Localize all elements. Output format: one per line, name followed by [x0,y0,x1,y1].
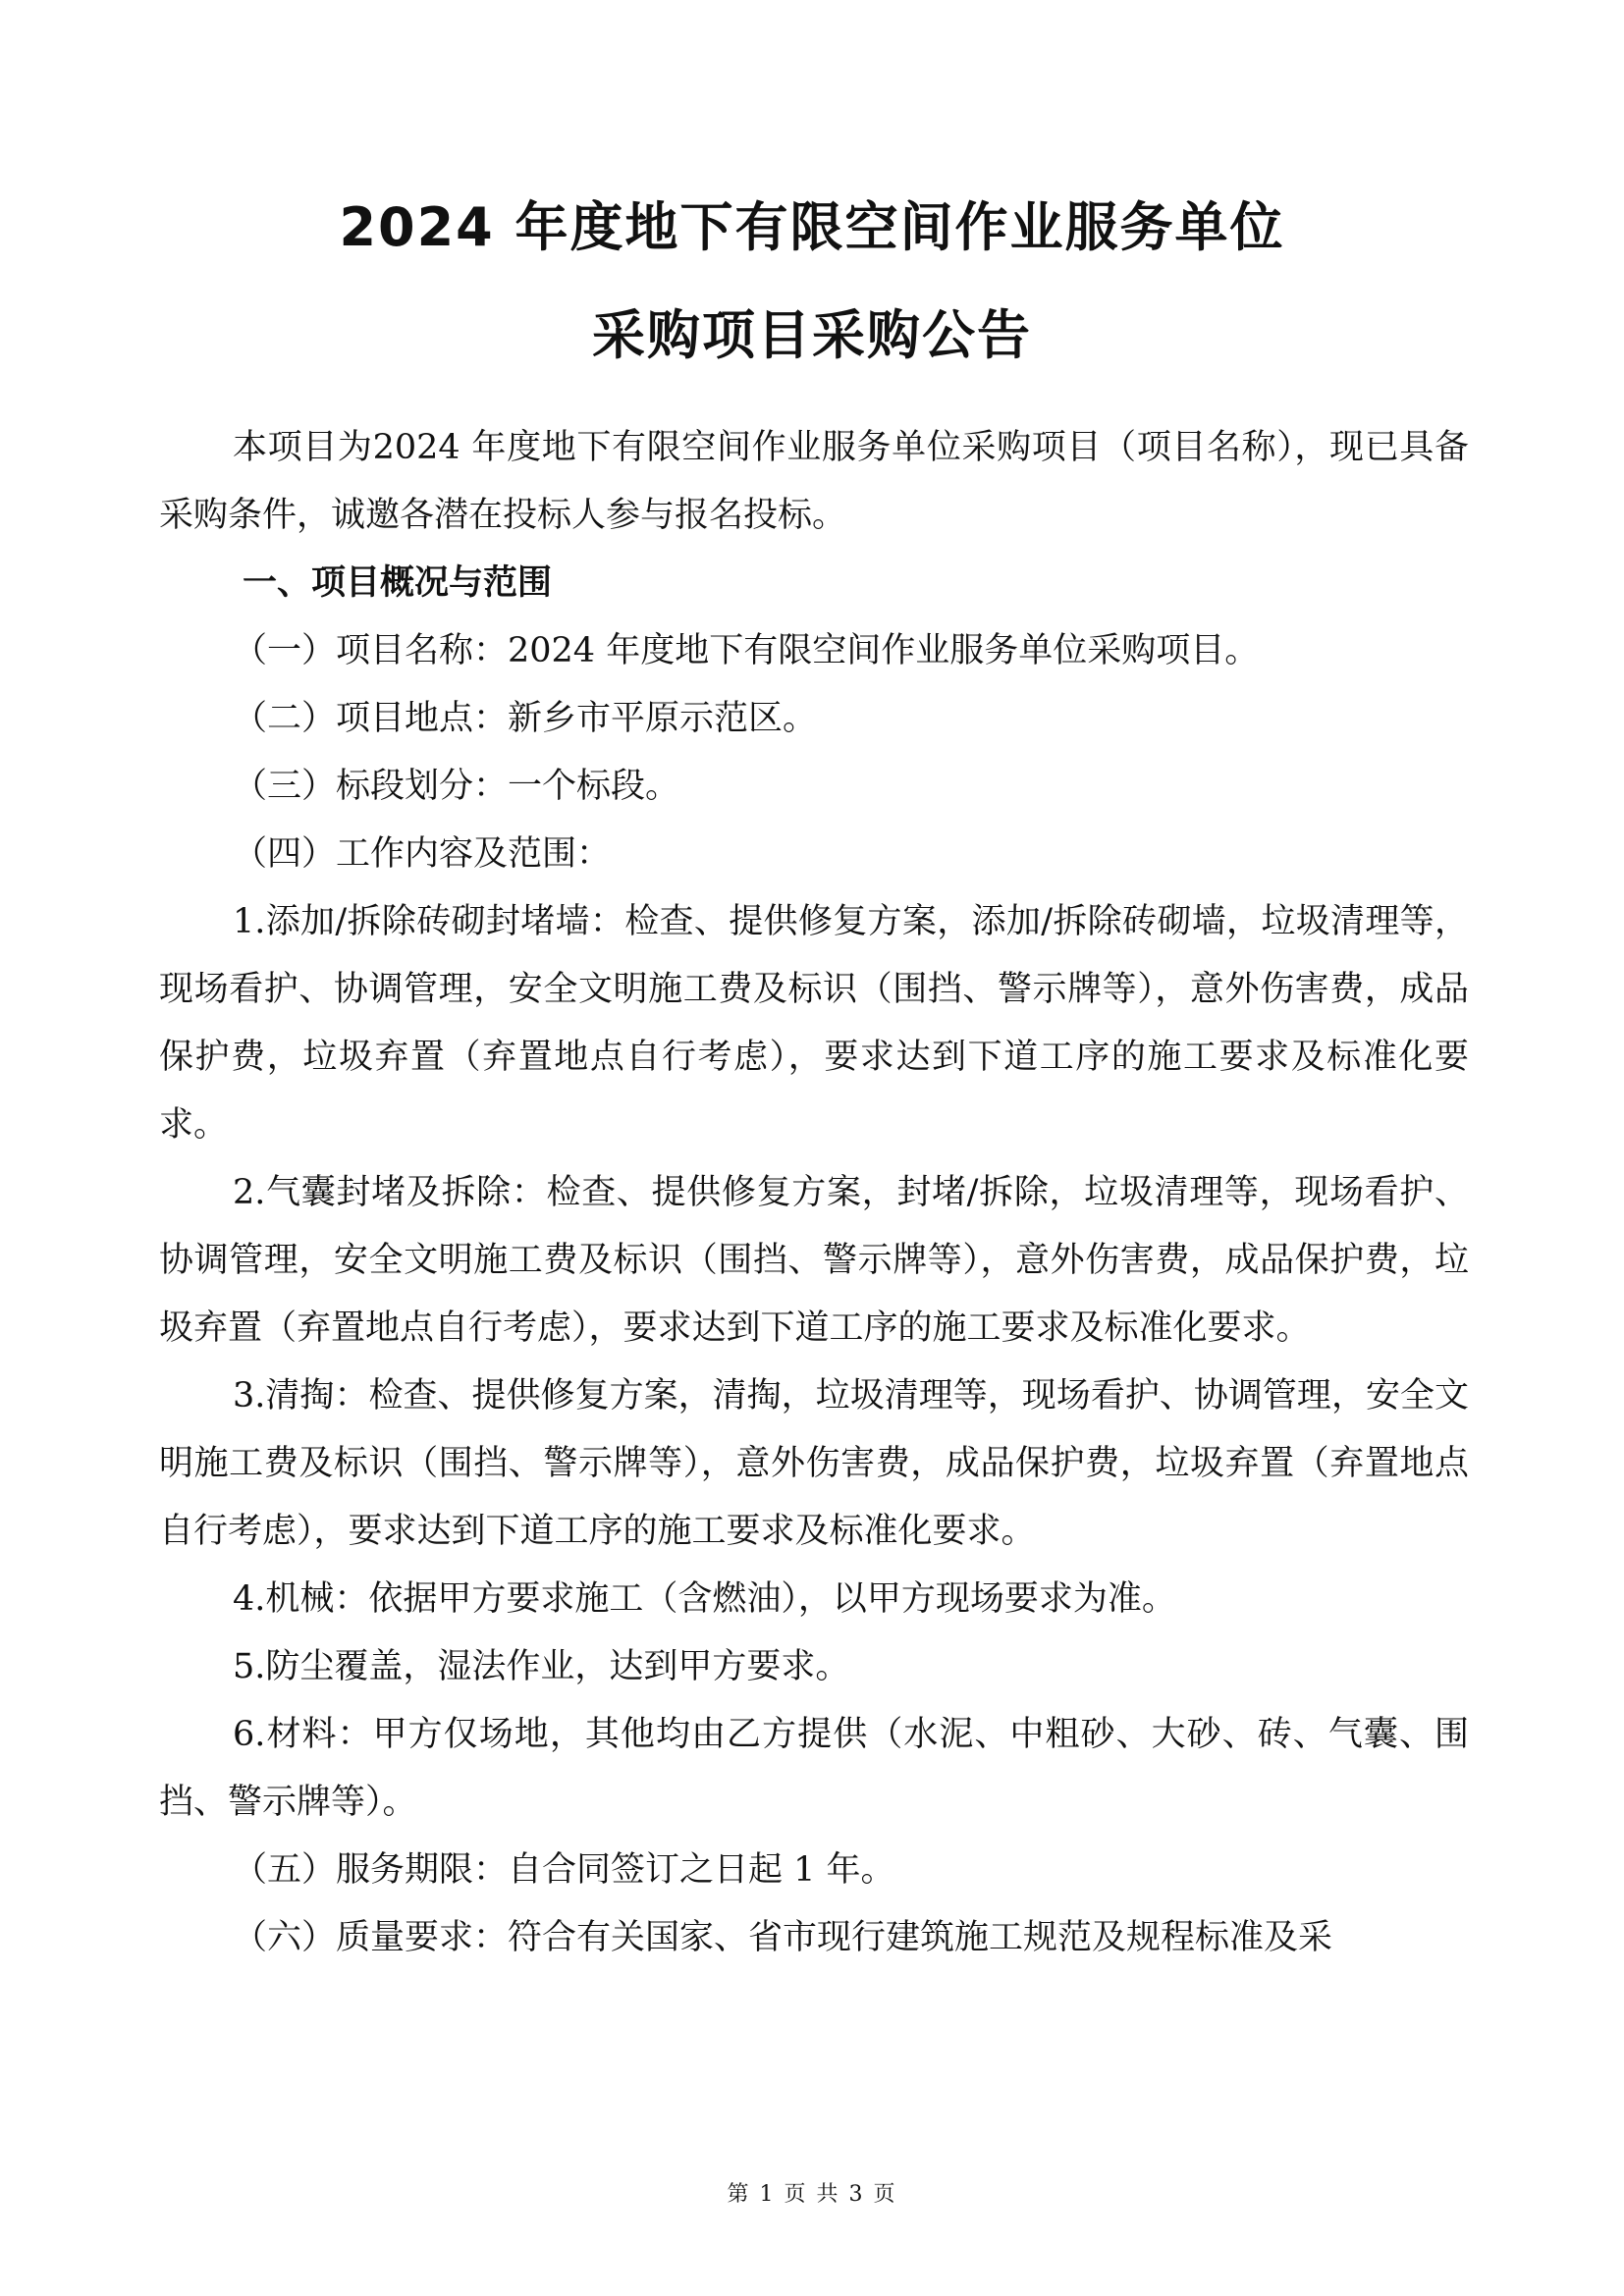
item-quality-requirement: （六）质量要求：符合有关国家、省市现行建筑施工规范及规程标准及采 [233,1918,1333,1957]
work-item-machinery: 4.机械：依据甲方要求施工（含燃油），以甲方现场要求为准。 [233,1579,1176,1619]
item-project-name: （一）项目名称：2024 年度地下有限空间作业服务单位采购项目。 [233,631,1260,670]
item-lot-division: （三）标段划分：一个标段。 [233,767,680,806]
document-title-line-1: 2024 年度地下有限空间作业服务单位 [339,196,1285,258]
document-title-line-2: 采购项目采购公告 [592,304,1032,366]
work-item-brick-wall: 1.添加/拆除砖砌封堵墙：检查、提供修复方案，添加/拆除砖砌墙，垃圾清理等，现场看护、协调管理，安全文明施工费及标识（围挡、警示牌等），意外伤害费，成品保护费，垃圾弃置（弃置地点自行考虑），要求达到下道工序的施工要求及标准化要求。 [159,902,1469,1145]
work-item-airbag: 2.气囊封堵及拆除：检查、提供修复方案，封堵/拆除，垃圾清理等，现场看护、协调管理，安全文明施工费及标识（围挡、警示牌等），意外伤害费，成品保护费，垃圾弃置（弃置地点自行考虑），要求达到下道工序的施工要求及标准化要求。 [159,1173,1469,1348]
work-item-materials: 6.材料：甲方仅场地，其他均由乙方提供（水泥、中粗砂、大砂、砖、气囊、围挡、警示牌等）。 [159,1715,1469,1822]
section-heading: 一、项目概况与范围 [243,563,553,603]
item-project-location: （二）项目地点：新乡市平原示范区。 [233,699,818,738]
item-work-scope: （四）工作内容及范围： [233,834,612,874]
item-service-period: （五）服务期限：自合同签订之日起 1 年。 [233,1850,895,1890]
work-item-dust-control: 5.防尘覆盖，湿法作业，达到甲方要求。 [233,1647,850,1686]
work-item-dredging: 3.清掏：检查、提供修复方案，清掏，垃圾清理等，现场看护、协调管理，安全文明施工费及标识（围挡、警示牌等），意外伤害费，成品保护费，垃圾弃置（弃置地点自行考虑），要求达到下道工序的施工要求及标准化要求。 [159,1376,1469,1551]
document-body [159,414,1469,1972]
intro-paragraph: 本项目为2024 年度地下有限空间作业服务单位采购项目（项目名称），现已具备采购条件，诚邀各潜在投标人参与报名投标。 [159,428,1469,535]
page-number-footer: 第 1 页 共 3 页 [727,2182,897,2207]
